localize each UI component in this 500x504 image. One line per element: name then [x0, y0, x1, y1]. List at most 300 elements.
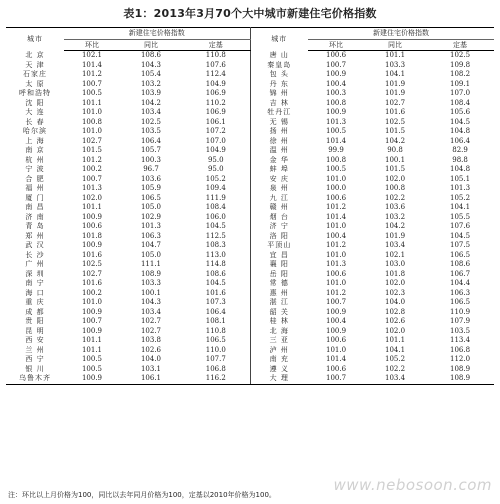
left-yoy-cell: 106.3: [140, 231, 162, 240]
right-city-cell: 吉 林: [269, 98, 289, 107]
left-city-cell: 广 州: [25, 260, 45, 268]
right-mom-cell: 100.6: [325, 364, 347, 373]
left-city-cell: 兰 州: [25, 345, 45, 354]
right-yoy-cell: 103.2: [384, 212, 406, 221]
right-city-cell: 牡丹江: [267, 108, 292, 116]
right-city-cell: 惠 州: [269, 288, 289, 297]
right-base-cell: 110.9: [450, 307, 471, 316]
left-yoy-cell: 103.5: [140, 127, 162, 135]
right-mom-cell: 100.4: [325, 79, 347, 88]
right-base-cell: 106.3: [450, 288, 471, 297]
left-city-cell: 大 连: [25, 108, 45, 116]
left-base-cell: 106.4: [182, 308, 250, 318]
left-yoy-cell: 108.6: [140, 51, 162, 59]
left-mom-cell: 102.1: [81, 51, 103, 59]
right-city-cell: 泉 州: [269, 184, 289, 192]
right-yoy-cell: 101.9: [384, 231, 406, 240]
left-mom-cell: 100.6: [81, 222, 103, 230]
left-base-cell: 106.1: [182, 118, 250, 128]
right-base-cell: 102.5: [450, 51, 471, 59]
left-base-cell: 101.6: [182, 289, 250, 299]
right-yoy-cell: 104.0: [384, 298, 406, 306]
right-base-cell: 109.8: [450, 60, 471, 69]
left-city-cell: 深 圳: [25, 269, 45, 278]
right-city-cell: 桂 林: [269, 317, 289, 325]
right-mom-cell: 100.5: [325, 127, 347, 135]
right-yoy-cell: 103.6: [384, 203, 406, 211]
left-mom-cell: 100.7: [81, 317, 103, 325]
left-city-cell: 青 岛: [25, 222, 45, 230]
right-mom-cell: 100.5: [325, 165, 347, 173]
right-yoy-cell: 102.8: [384, 307, 406, 316]
right-mom-cell: 100.6: [325, 51, 347, 59]
left-mom-cell: 100.7: [81, 79, 103, 88]
right-base-cell: 101.3: [450, 184, 471, 192]
header-yoy-right: 同比: [364, 40, 426, 51]
right-base-cell: 98.8: [452, 155, 468, 164]
left-city-cell: 武 汉: [25, 241, 45, 249]
table-row: [6, 184, 494, 194]
left-city-cell: 哈尔滨: [23, 127, 47, 135]
right-base-cell: 106.5: [450, 250, 471, 259]
left-base-cell: 116.2: [182, 374, 250, 384]
left-yoy-cell: 103.6: [140, 174, 162, 183]
table-row: [6, 260, 494, 270]
left-city-cell: 厦 门: [25, 193, 45, 202]
right-yoy-cell: 101.1: [384, 336, 406, 344]
table-row: [6, 89, 494, 99]
left-base-cell: 112.4: [182, 70, 250, 80]
left-base-cell: 106.0: [182, 213, 250, 223]
right-city-cell: 包 头: [269, 70, 289, 78]
left-city-cell: 西 安: [25, 336, 45, 344]
left-city-cell: 西 宁: [25, 355, 45, 363]
table-row: [6, 279, 494, 289]
table-row: [6, 137, 494, 147]
left-city-cell: 北 京: [25, 50, 45, 59]
right-city-cell: 丹 东: [269, 79, 289, 88]
left-yoy-cell: 103.8: [140, 336, 162, 344]
right-mom-cell: 100.8: [325, 98, 347, 107]
right-base-cell: 104.4: [450, 279, 471, 287]
right-yoy-cell: 102.0: [384, 174, 406, 183]
left-mom-cell: 101.4: [81, 60, 103, 69]
right-yoy-cell: 100.8: [384, 184, 406, 192]
right-yoy-cell: 101.6: [384, 108, 406, 116]
left-yoy-cell: 102.7: [140, 326, 162, 335]
right-base-cell: 109.1: [450, 79, 471, 88]
left-yoy-cell: 102.5: [140, 117, 162, 126]
header-group-left: 新建住宅价格指数: [64, 28, 250, 40]
table-row: [6, 175, 494, 185]
right-city-cell: 岳 阳: [269, 269, 289, 278]
table-row: [6, 213, 494, 223]
left-base-cell: 107.7: [182, 355, 250, 365]
right-city-cell: 济 宁: [269, 222, 289, 230]
right-yoy-cell: 101.5: [384, 165, 406, 173]
footnote: 注：环比以上月价格为100，同比以去年同月价格为100，定基以2010年价格为100。: [8, 491, 276, 499]
left-yoy-cell: 102.6: [140, 345, 162, 354]
left-mom-cell: 101.0: [81, 108, 103, 116]
right-mom-cell: 101.0: [325, 250, 347, 259]
right-mom-cell: 101.4: [325, 355, 347, 363]
right-base-cell: 82.9: [452, 146, 468, 154]
left-mom-cell: 101.2: [81, 155, 103, 164]
right-base-cell: 105.1: [450, 174, 471, 183]
left-mom-cell: 102.0: [81, 193, 103, 202]
right-mom-cell: 100.4: [325, 231, 347, 240]
table-row: [6, 118, 494, 128]
right-mom-cell: 101.0: [325, 345, 347, 354]
right-base-cell: 106.8: [450, 345, 471, 354]
table-row: [6, 194, 494, 204]
left-base-cell: 107.0: [182, 137, 250, 147]
right-base-cell: 106.7: [450, 269, 471, 278]
left-yoy-cell: 105.9: [140, 184, 162, 192]
left-base-cell: 106.9: [182, 89, 250, 99]
right-yoy-cell: 103.4: [364, 374, 426, 384]
left-city-cell: 南 京: [25, 146, 45, 154]
right-base-cell: 108.6: [450, 260, 471, 268]
left-city-cell: 南 昌: [25, 203, 45, 211]
right-base-cell: 104.5: [450, 231, 471, 240]
table-row: [6, 232, 494, 242]
right-base-cell: 107.5: [450, 241, 471, 249]
left-base-cell: 109.4: [182, 184, 250, 194]
right-base-cell: 107.9: [450, 317, 471, 325]
price-index-table: [6, 27, 494, 385]
right-city-cell: 蚌 埠: [269, 165, 289, 173]
right-mom-cell: 99.9: [328, 146, 344, 154]
right-base-cell: 108.4: [450, 98, 471, 107]
left-yoy-cell: 103.2: [140, 79, 162, 88]
left-yoy-cell: 108.9: [140, 269, 162, 278]
table-row: [6, 165, 494, 175]
right-yoy-cell: 104.1: [384, 70, 406, 78]
left-yoy-cell: 105.0: [140, 203, 162, 211]
right-yoy-cell: 105.2: [384, 355, 406, 363]
left-base-cell: 108.3: [182, 241, 250, 251]
left-mom-cell: 102.7: [81, 136, 103, 145]
table-row: [6, 156, 494, 166]
left-base-cell: 110.8: [182, 51, 250, 61]
right-yoy-cell: 103.3: [384, 60, 406, 69]
left-base-cell: 107.2: [182, 127, 250, 137]
table-row: [6, 80, 494, 90]
left-city-cell: 上 海: [25, 136, 45, 145]
right-yoy-cell: 102.1: [384, 250, 406, 259]
left-base-cell: 111.9: [182, 194, 250, 204]
left-mom-cell: 102.5: [81, 260, 103, 268]
table-row: [6, 51, 494, 61]
right-city-cell: 徐 州: [269, 136, 289, 145]
left-yoy-cell: 96.7: [143, 165, 159, 173]
left-base-cell: 105.2: [182, 175, 250, 185]
right-city-cell: 唐 山: [269, 50, 289, 59]
right-base-cell: 106.5: [450, 298, 471, 306]
left-yoy-cell: 103.3: [140, 279, 162, 287]
left-yoy-cell: 102.7: [140, 317, 162, 325]
right-city-cell: 湛 江: [269, 298, 289, 306]
right-city-cell: 九 江: [269, 193, 289, 202]
right-city-cell: 秦皇岛: [267, 60, 292, 69]
right-base-cell: 104.8: [450, 127, 471, 135]
left-yoy-cell: 104.0: [140, 355, 162, 363]
right-base-cell: 107.6: [450, 222, 471, 230]
right-yoy-cell: 100.1: [384, 155, 406, 164]
table-row: [6, 127, 494, 137]
right-mom-cell: 101.4: [325, 212, 347, 221]
left-yoy-cell: 105.0: [140, 250, 162, 259]
left-base-cell: 104.9: [182, 146, 250, 156]
right-city-cell: 洛 阳: [269, 231, 289, 240]
right-mom-cell: 101.3: [325, 260, 347, 268]
right-yoy-cell: 101.9: [384, 89, 406, 97]
right-yoy-cell: 104.1: [384, 345, 406, 354]
left-mom-cell: 100.9: [64, 374, 120, 384]
right-base-cell: 103.5: [450, 326, 471, 335]
left-base-cell: 110.0: [182, 346, 250, 356]
header-base-left: 定基: [182, 40, 250, 51]
left-base-cell: 106.8: [182, 365, 250, 375]
left-city-cell: 银 川: [25, 364, 45, 373]
right-yoy-cell: 103.0: [384, 260, 406, 268]
left-city-cell: 合 肥: [25, 174, 45, 183]
right-base-cell: 113.4: [450, 336, 471, 344]
right-base-cell: 104.5: [450, 117, 471, 126]
table-row: [6, 251, 494, 261]
right-mom-cell: 101.2: [325, 288, 347, 297]
table-row: [6, 365, 494, 375]
right-city-cell: 遵 义: [269, 364, 289, 373]
table-body: [6, 51, 494, 385]
right-city-cell: 金 华: [269, 155, 289, 164]
right-mom-cell: 100.7: [325, 298, 347, 306]
left-city-cell: 昆 明: [25, 326, 45, 335]
right-yoy-cell: 102.2: [384, 364, 406, 373]
left-city-cell: 海 口: [25, 288, 45, 297]
table-row: [6, 317, 494, 327]
left-yoy-cell: 105.7: [140, 146, 162, 154]
right-city-cell: 襄 阳: [269, 260, 289, 268]
right-city-cell: 南 充: [269, 355, 289, 363]
left-mom-cell: 100.5: [81, 355, 103, 363]
left-city-cell: 天 津: [25, 60, 45, 69]
left-base-cell: 104.5: [182, 222, 250, 232]
left-base-cell: 112.5: [182, 232, 250, 242]
left-mom-cell: 100.2: [81, 165, 103, 173]
right-city-cell: 安 庆: [269, 174, 289, 183]
left-yoy-cell: 105.4: [140, 70, 162, 78]
right-base-cell: 105.6: [450, 108, 471, 116]
left-city-cell: 长 春: [25, 117, 45, 126]
left-mom-cell: 101.3: [81, 184, 103, 192]
right-city-cell: 赣 州: [269, 203, 289, 211]
right-city-cell: 常 德: [269, 279, 289, 287]
left-base-cell: 108.4: [182, 203, 250, 213]
right-city-cell: 北 海: [269, 326, 289, 335]
left-yoy-cell: 104.3: [140, 298, 162, 306]
right-yoy-cell: 104.2: [384, 222, 406, 230]
right-mom-cell: 100.6: [325, 336, 347, 344]
left-city-cell: 宁 波: [25, 165, 45, 173]
table-row: [6, 374, 494, 384]
left-mom-cell: 101.6: [81, 279, 103, 287]
table-row: [6, 108, 494, 118]
left-city-cell: 南 宁: [25, 279, 45, 287]
right-city-cell: 韶 关: [269, 307, 289, 316]
left-base-cell: 107.6: [182, 61, 250, 71]
left-city-cell: 太 原: [25, 79, 45, 88]
left-mom-cell: 100.9: [81, 326, 103, 335]
left-city-cell: 贵 阳: [25, 317, 45, 325]
header-yoy-left: 同比: [120, 40, 182, 51]
table-row: [6, 61, 494, 71]
left-yoy-cell: 104.3: [140, 60, 162, 69]
left-mom-cell: 100.9: [81, 212, 103, 221]
right-mom-cell: 100.0: [325, 184, 347, 192]
left-mom-cell: 102.7: [81, 269, 103, 278]
right-base-cell: 112.0: [450, 355, 471, 363]
left-base-cell: 108.6: [182, 270, 250, 280]
right-city-cell: 扬 州: [269, 127, 289, 135]
left-base-cell: 110.2: [182, 99, 250, 109]
left-yoy-cell: 103.9: [140, 89, 162, 97]
table-row: [6, 146, 494, 156]
left-yoy-cell: 103.4: [140, 307, 162, 316]
left-base-cell: 104.9: [182, 80, 250, 90]
left-yoy-cell: 104.2: [140, 98, 162, 107]
left-mom-cell: 101.1: [81, 98, 103, 107]
right-base-cell: 108.9: [426, 374, 494, 384]
left-yoy-cell: 103.1: [140, 364, 162, 373]
left-yoy-cell: 104.7: [140, 241, 162, 249]
header-city-right: 城市: [271, 34, 288, 43]
right-city-cell: 宜 昌: [269, 250, 289, 259]
right-city-cell: 泸 州: [269, 345, 289, 354]
table-row: [6, 99, 494, 109]
right-city-cell: 温 州: [269, 146, 289, 154]
right-mom-cell: 100.9: [325, 108, 347, 116]
left-mom-cell: 101.1: [81, 203, 103, 211]
right-yoy-cell: 102.6: [384, 317, 406, 325]
right-mom-cell: 101.0: [325, 174, 347, 183]
right-base-cell: 105.5: [450, 212, 471, 221]
right-yoy-cell: 102.5: [384, 117, 406, 126]
left-yoy-cell: 102.9: [140, 212, 162, 221]
watermark: www.nebosoon.com: [333, 476, 492, 494]
right-yoy-cell: 101.8: [384, 269, 406, 278]
right-yoy-cell: 102.2: [384, 193, 406, 202]
right-city-cell: 锦 州: [269, 89, 289, 97]
table-row: [6, 308, 494, 318]
right-base-cell: 108.9: [450, 364, 471, 373]
right-yoy-cell: 102.7: [384, 98, 406, 107]
table-row: [6, 336, 494, 346]
left-base-cell: 107.3: [182, 298, 250, 308]
right-mom-cell: 100.7: [325, 60, 347, 69]
right-city-cell: 烟 台: [269, 212, 289, 221]
right-mom-cell: 101.2: [325, 241, 347, 249]
table-row: [6, 270, 494, 280]
header-city-left: 城市: [27, 34, 43, 43]
left-city-cell: 郑 州: [25, 231, 45, 240]
table-title: 表1：2013年3月70个大中城市新建住宅价格指数: [123, 7, 377, 20]
left-city-cell: 杭 州: [25, 155, 45, 164]
left-base-cell: 104.5: [182, 279, 250, 289]
right-city-cell: 三 亚: [269, 336, 289, 344]
right-yoy-cell: 102.0: [384, 279, 406, 287]
left-mom-cell: 100.9: [81, 307, 103, 316]
table-row: [6, 203, 494, 213]
right-yoy-cell: 90.8: [387, 146, 403, 154]
left-base-cell: 95.0: [182, 156, 250, 166]
left-mom-cell: 100.5: [81, 89, 103, 97]
left-city-cell: 重 庆: [25, 298, 45, 306]
left-city-cell: 石家庄: [23, 70, 47, 78]
right-yoy-cell: 101.5: [384, 127, 406, 135]
right-yoy-cell: 101.1: [384, 51, 406, 59]
header-group-right: 新建住宅价格指数: [308, 28, 494, 40]
left-mom-cell: 101.0: [81, 127, 103, 135]
table-row: [6, 70, 494, 80]
left-base-cell: 114.8: [182, 260, 250, 270]
left-yoy-cell: 111.1: [140, 260, 162, 268]
table-row: [6, 222, 494, 232]
left-base-cell: 108.1: [182, 317, 250, 327]
left-city-cell: 乌鲁木齐: [6, 374, 64, 384]
right-mom-cell: 100.9: [325, 326, 347, 335]
left-mom-cell: 101.0: [81, 298, 103, 306]
left-base-cell: 106.9: [182, 108, 250, 118]
header-mom-left: 环比: [64, 40, 120, 51]
left-mom-cell: 100.7: [81, 174, 103, 183]
left-mom-cell: 101.2: [81, 70, 103, 78]
right-mom-cell: 101.0: [325, 222, 347, 230]
left-mom-cell: 100.5: [81, 364, 103, 373]
right-mom-cell: 100.9: [325, 70, 347, 78]
right-base-cell: 104.1: [450, 203, 471, 211]
right-mom-cell: 101.4: [325, 136, 347, 145]
table-row: [6, 327, 494, 337]
right-mom-cell: 100.7: [308, 374, 364, 384]
right-base-cell: 106.4: [450, 136, 471, 145]
right-mom-cell: 100.4: [325, 317, 347, 325]
left-mom-cell: 100.8: [81, 117, 103, 126]
left-mom-cell: 100.2: [81, 288, 103, 297]
right-mom-cell: 100.3: [325, 89, 347, 97]
table-row: [6, 241, 494, 251]
right-mom-cell: 101.0: [325, 279, 347, 287]
left-city-cell: 福 州: [25, 184, 45, 192]
table-row: [6, 346, 494, 356]
right-mom-cell: 100.9: [325, 307, 347, 316]
table-row: [6, 355, 494, 365]
right-mom-cell: 101.2: [325, 203, 347, 211]
left-city-cell: 呼和浩特: [19, 89, 51, 97]
right-base-cell: 105.2: [450, 193, 471, 202]
left-yoy-cell: 103.4: [140, 108, 162, 116]
left-mom-cell: 101.6: [81, 250, 103, 259]
left-city-cell: 成 都: [25, 307, 45, 316]
right-city-cell: 无 锡: [269, 117, 289, 126]
right-yoy-cell: 102.3: [384, 288, 406, 297]
left-base-cell: 110.8: [182, 327, 250, 337]
right-base-cell: 104.8: [450, 165, 471, 173]
table-row: [6, 289, 494, 299]
table-row: [6, 298, 494, 308]
right-base-cell: 108.2: [450, 70, 471, 78]
